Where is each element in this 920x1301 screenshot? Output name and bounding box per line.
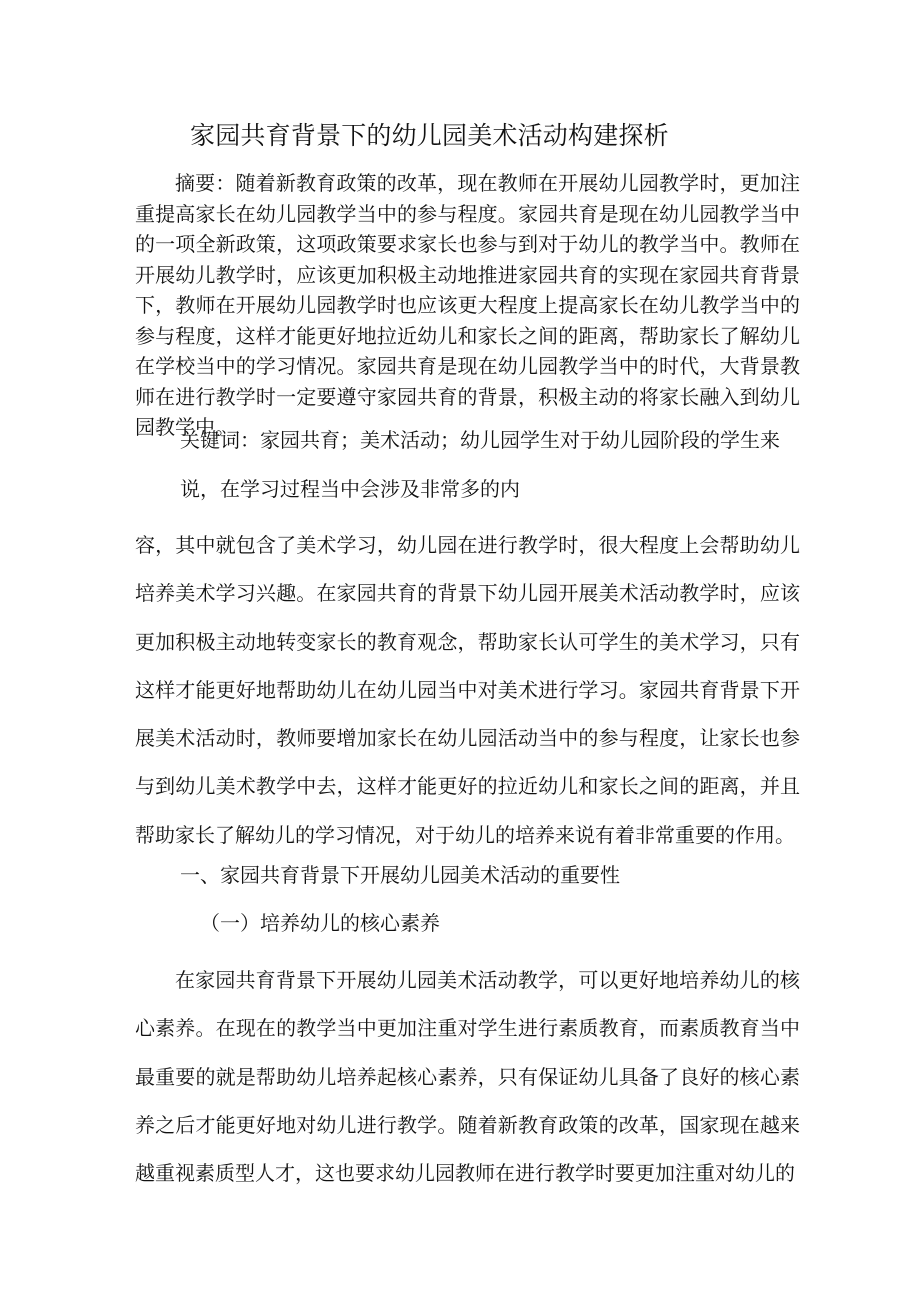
subsection-heading: （一）培养幼儿的核心素养	[200, 911, 440, 935]
keywords-line-1: 关键词：家园共育；美术活动；幼儿园学生对于幼儿园阶段的学生来	[180, 428, 780, 452]
keywords-line-2: 说，在学习过程当中会涉及非常多的内	[180, 477, 520, 501]
document-title: 家园共育背景下的幼儿园美术活动构建探析	[190, 121, 669, 150]
section-heading: 一、家园共育背景下开展幼儿园美术活动的重要性	[180, 863, 620, 887]
body-paragraph-1: 容，其中就包含了美术学习，幼儿园在进行教学时，很大程度上会帮助幼儿培养美术学习兴趣。在家园共育的背景下幼儿园开展美术活动教学时，应该更加积极主动地转变家长的教育观念，帮助家长认可学生的美术学习，只有这样才能更好地帮助幼儿在幼儿园当中对美术进行学习。家园共育背景下开展美术活动时，教师要增加家长在幼儿园活动当中的参与程度，让家长也参与到幼儿美术教学中去，这样才能更好的拉近幼儿和家长之间的距离，并且帮助家长了解幼儿的学习情况，对于幼儿的培养来说有着非常重要的作用。	[135, 533, 800, 847]
body-paragraph-2: 在家园共育背景下开展幼儿园美术活动教学，可以更好地培养幼儿的核心素养。在现在的教学当中更加注重对学生进行素质教育，而素质教育当中最重要的就是帮助幼儿培养起核心素养，只有保证幼儿具备了良好的核心素养之后才能更好地对幼儿进行教学。随着新教育政策的改革，国家现在越来越重视素质型人才，这也要求幼儿园教师在进行教学时要更加注重对幼儿的	[135, 968, 800, 1186]
abstract-paragraph: 摘要：随着新教育政策的改革，现在教师在开展幼儿园教学时，更加注重提高家长在幼儿园教学当中的参与程度。家园共育是现在幼儿园教学当中的一项全新政策，这项政策要求家长也参与到对于幼儿的教学当中。教师在开展幼儿教学时，应该更加积极主动地推进家园共育的实现在家园共育背景下，教师在开展幼儿园教学时也应该更大程度上提高家长在幼儿教学当中的参与程度，这样才能更好地拉近幼儿和家长之间的距离，帮助家长了解幼儿在学校当中的学习情况。家园共育是现在幼儿园教学当中的时代，大背景教师在进行教学时一定要遵守家园共育的背景，积极主动的将家长融入到幼儿园教学中。	[135, 171, 800, 439]
